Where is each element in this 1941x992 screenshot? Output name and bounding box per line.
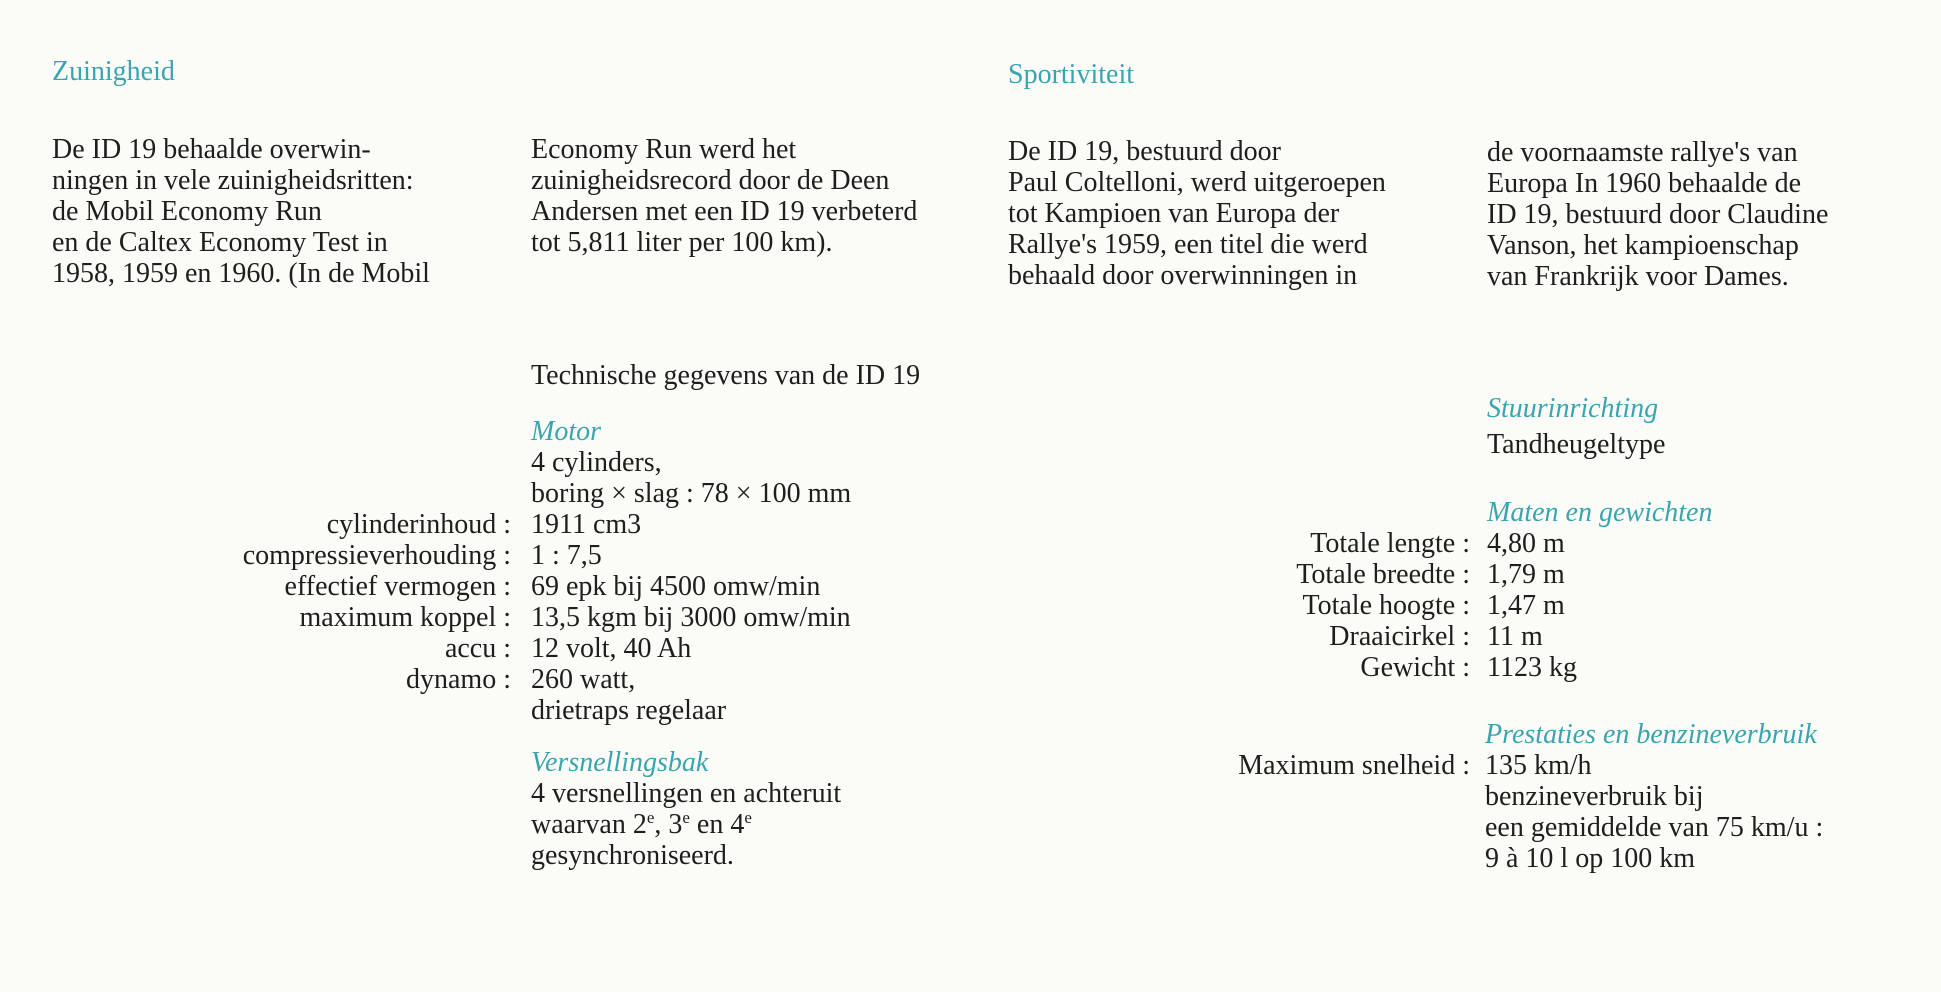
spec-label: effectief vermogen :: [284, 571, 511, 602]
spec-row: [0, 590, 1941, 621]
text-line: De ID 19, bestuurd door: [1008, 136, 1281, 167]
text-line: de voornaamste rallye's van: [1487, 137, 1798, 168]
spec-value: 11 m: [1487, 621, 1543, 652]
steering-value: Tandheugeltype: [1487, 429, 1666, 460]
spec-value: 1123 kg: [1487, 652, 1577, 683]
text-line: ID 19, bestuurd door Claudine: [1487, 199, 1829, 230]
text-line: 1958, 1959 en 1960. (In de Mobil: [52, 258, 430, 289]
spec-label: Maximum snelheid :: [1238, 750, 1470, 781]
performance-extra: [1485, 781, 1823, 874]
text-line: behaald door overwinningen in: [1008, 260, 1358, 291]
text-line: Paul Coltelloni, werd uitgeroepen: [1008, 167, 1386, 198]
text-line: Andersen met een ID 19 verbeterd: [531, 196, 918, 227]
spec-value: 1911 cm3: [531, 509, 642, 540]
text-line: de Mobil Economy Run: [52, 196, 322, 227]
gearbox-heading: Versnellingsbak: [531, 747, 709, 778]
spec-label: compressieverhouding :: [242, 540, 511, 571]
gearbox-text: [531, 778, 841, 871]
spec-value: 260 watt,: [531, 664, 636, 695]
text-line: Vanson, het kampioenschap: [1487, 230, 1799, 261]
spec-label: Totale breedte :: [1296, 559, 1470, 590]
text-line: Europa In 1960 behaalde de: [1487, 168, 1802, 199]
steering-heading: Stuurinrichting: [1487, 393, 1659, 424]
spec-label: maximum koppel :: [299, 602, 511, 633]
text-line: benzineverbruik bij: [1485, 781, 1704, 812]
spec-value: 13,5 kgm bij 3000 omw/min: [531, 602, 851, 633]
text-fragment: waarvan 2: [531, 809, 647, 840]
superscript: e: [744, 808, 752, 827]
superscript: e: [682, 808, 690, 827]
spec-label: cylinderinhoud :: [326, 509, 511, 540]
motor-heading: Motor: [531, 416, 601, 447]
superscript: e: [646, 808, 655, 827]
spec-value: 1,47 m: [1487, 590, 1565, 621]
text-line: 9 à 10 l op 100 km: [1485, 843, 1695, 874]
performance-heading: Prestaties en benzineverbruik: [1485, 719, 1817, 750]
spec-label: accu :: [444, 633, 511, 664]
text-line: en de Caltex Economy Test in: [52, 227, 388, 258]
spec-value: 1,79 m: [1487, 559, 1565, 590]
spec-label: Draaicirkel :: [1329, 621, 1470, 652]
text-line: 4 cylinders,: [531, 447, 662, 478]
text-line: 4 versnellingen en achteruit: [531, 778, 842, 809]
zuinigheid-col2: [531, 134, 917, 258]
text-line: boring × slag : 78 × 100 mm: [531, 478, 852, 509]
spec-label: dynamo :: [406, 664, 511, 695]
text-line: tot Kampioen van Europa der: [1008, 198, 1340, 229]
technical-title: Technische gegevens van de ID 19: [531, 360, 921, 391]
heading-zuinigheid: Zuinigheid: [52, 56, 175, 87]
text-line: ningen in vele zuinigheidsritten:: [52, 165, 414, 196]
spec-value: 1 : 7,5: [531, 540, 602, 571]
spec-value: 4,80 m: [1487, 528, 1565, 559]
text-line: van Frankrijk voor Dames.: [1487, 261, 1789, 292]
text-fragment: , 3: [654, 809, 683, 840]
spec-value: 135 km/h: [1485, 750, 1592, 781]
spec-row: [0, 559, 1941, 590]
sportiviteit-col2: [1487, 137, 1828, 292]
spec-value: 69 epk bij 4500 omw/min: [531, 571, 821, 602]
text-line: gesynchroniseerd.: [531, 840, 734, 871]
heading-sportiviteit: Sportiviteit: [1008, 59, 1134, 90]
text-line: zuinigheidsrecord door de Deen: [531, 165, 890, 196]
spec-row: [0, 528, 1941, 559]
text-line: Rallye's 1959, een titel die werd: [1008, 229, 1368, 260]
spec-row: [0, 652, 1941, 683]
text-line: [531, 809, 841, 840]
zuinigheid-col1: [52, 134, 430, 289]
dimensions-heading: Maten en gewichten: [1487, 497, 1713, 528]
text-line: De ID 19 behaalde overwin-: [52, 134, 371, 165]
sportiviteit-col1: [1008, 136, 1386, 291]
text-line: Economy Run werd het: [531, 134, 797, 165]
spec-label: Gewicht :: [1360, 652, 1470, 683]
spec-label: Totale hoogte :: [1302, 590, 1470, 621]
text-line: een gemiddelde van 75 km/u :: [1485, 812, 1824, 843]
spec-value: 12 volt, 40 Ah: [531, 633, 692, 664]
spec-row: [0, 750, 1941, 781]
spec-label: Totale lengte :: [1310, 528, 1470, 559]
text-fragment: en 4: [689, 809, 745, 840]
text-line: tot 5,811 liter per 100 km).: [531, 227, 833, 258]
spec-row: [0, 621, 1941, 652]
motor-extra: drietraps regelaar: [531, 695, 727, 726]
motor-intro: [531, 447, 851, 509]
